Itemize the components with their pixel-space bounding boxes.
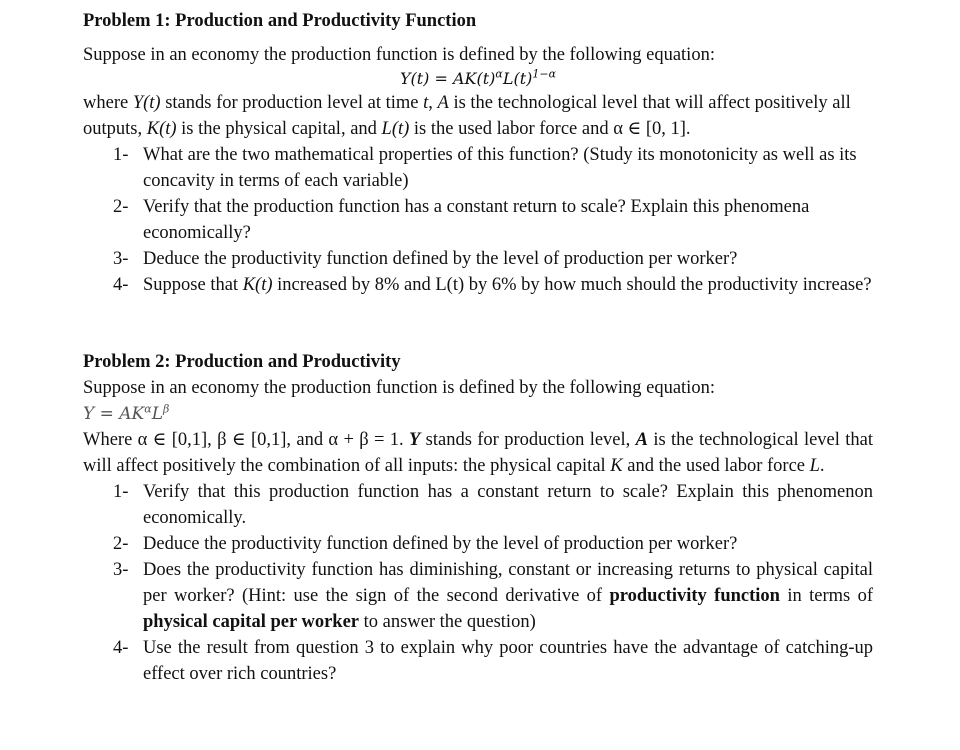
problem-2-question-3: 3- Does the productivity function has diminishing, constant or increasing returns to physical capital per worker? (Hint: use the sign of the second derivative of productivity function in terms of physical capital per worker to answer the question): [113, 560, 873, 632]
problem-2-question-1: 1- Verify that this production function has a constant return to scale? Explain this phenomenon economically.: [113, 482, 873, 528]
equation-alpha: α: [495, 67, 503, 81]
problem-2-question-4: 4- Use the result from question 3 to explain why poor countries have the advantage of catching-up effect over rich countries?: [113, 638, 873, 684]
equation-lhs: Y(t) = AK(t): [399, 69, 496, 88]
problem-1-question-3: 3- Deduce the productivity function defined by the level of production per worker?: [113, 249, 738, 269]
problem-1-title: Problem 1: Production and Productivity Function: [83, 11, 477, 31]
problem-2-intro: Suppose in an economy the production function is defined by the following equation:: [83, 378, 715, 398]
equation-labor: L(t): [502, 69, 533, 88]
problem-2-where: Where α ∈ [0,1], β ∈ [0,1], and α + β = 1. Y stands for production level, A is the technological level that will affect positively the combination of all inputs: the physical capital K and the used labor force L.: [83, 430, 873, 476]
equation-exponent: 1−α: [532, 67, 557, 81]
problem-2-questions: [83, 479, 873, 687]
problem-2-equation: $Y = AK^\alpha L^\beta$: [83, 402, 170, 424]
problem-2-question-2: 2- Deduce the productivity function defined by the level of production per worker?: [113, 534, 738, 554]
problem-2-section: [83, 349, 873, 687]
problem-1-intro: Suppose in an economy the production function is defined by the following equation:: [83, 45, 715, 65]
problem-1-section: [83, 8, 873, 298]
problem-1-question-1: 1- What are the two mathematical properties of this function? (Study its monotonicity as well as its concavity in terms of each variable): [113, 145, 857, 191]
problem-1-equation: [83, 68, 873, 90]
problem-1-question-4: 4- Suppose that K(t) increased by 8% and L(t) by 6% by how much should the productivity increase?: [113, 275, 872, 295]
problem-1-question-2: 2- Verify that the production function has a constant return to scale? Explain this phenomena economically?: [113, 197, 810, 243]
problem-1-questions: [83, 142, 873, 298]
problem-2-title: Problem 2: Production and Productivity: [83, 352, 401, 372]
problem-1-where: where Y(t) stands for production level at time t, A is the technological level that will affect positively all outputs, K(t) is the physical capital, and L(t) is the used labor force and α ∈ [0, 1].: [83, 93, 851, 139]
